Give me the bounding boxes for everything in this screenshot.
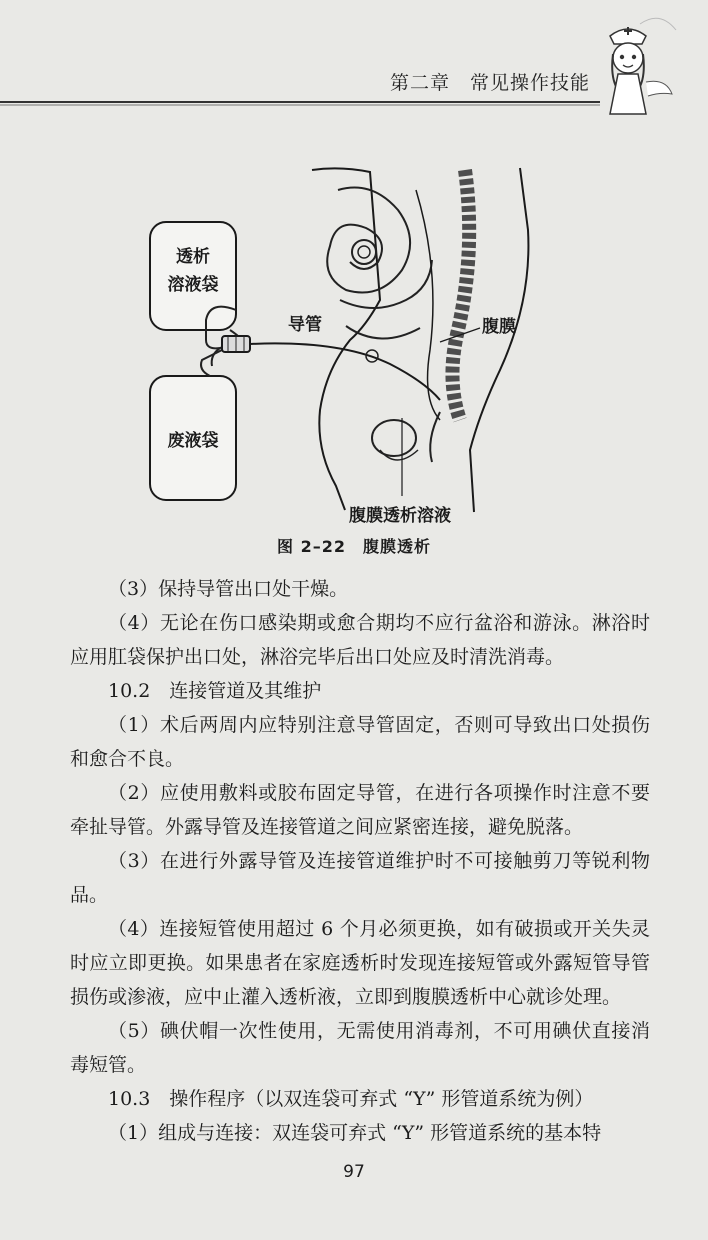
section-heading-10-2: 10.2 连接管道及其维护 (108, 680, 322, 702)
paragraph-10-2-3: （3）在进行外露导管及连接管道维护时不可接触剪刀等锐利物品。 (70, 850, 650, 906)
paragraph-4: （4）无论在伤口感染期或愈合期均不应行盆浴和游泳。淋浴时应用肛袋保护出口处，淋浴完毕后出口处应及时清洗消毒。 (70, 612, 650, 668)
catheter-label: 导管 (288, 315, 322, 335)
dialysate-solution-label: 腹膜透析溶液 (349, 506, 451, 526)
figure-caption: 图 2–22 腹膜透析 (277, 537, 431, 556)
paragraph-10-2-1: （1）术后两周内应特别注意导管固定，否则可导致出口处损伤和愈合不良。 (70, 714, 650, 770)
peritoneal-dialysis-figure (140, 150, 560, 550)
peritoneum-label: 腹膜 (482, 317, 516, 337)
dialysate-bag-label-2: 溶液袋 (167, 275, 219, 295)
paragraph-10-2-4: （4）连接短管使用超过 6 个月必须更换，如有破损或开关失灵时应立即更换。如果患者在家庭透析时发现连接短管或外露短管导管损伤或渗液，应中止灌入透析液，立即到腹膜透析中心就诊处理。 (70, 918, 650, 1008)
anatomy-diagram (140, 150, 560, 550)
paragraph-10-2-5: （5）碘伏帽一次性使用，无需使用消毒剂，不可用碘伏直接消毒短管。 (70, 1020, 650, 1076)
bladder (372, 420, 416, 456)
waste-bag-label: 废液袋 (167, 431, 219, 451)
dialysate-bag-label-1: 透析 (176, 247, 210, 267)
spine (452, 170, 469, 420)
peritoneum-membrane (416, 190, 440, 420)
paragraph-3: （3）保持导管出口处干燥。 (108, 578, 349, 600)
paragraph-10-2-2: （2）应使用敷料或胶布固定导管，在进行各项操作时注意不要牵扯导管。外露导管及连接管道之间应紧密连接，避免脱落。 (70, 782, 650, 838)
page-header (0, 0, 708, 140)
paragraph-10-3-1: （1）组成与连接：双连袋可弃式 “Y” 形管道系统的基本特 (108, 1122, 602, 1144)
nurse-cartoon-icon (0, 0, 708, 140)
body-outline (312, 168, 380, 510)
header-rule (0, 100, 708, 106)
page-number: 97 (343, 1162, 365, 1182)
body-text (70, 572, 650, 1150)
catheter-line (250, 343, 440, 400)
section-heading-10-3: 10.3 操作程序（以双连袋可弃式 “Y” 形管道系统为例） (108, 1088, 594, 1110)
chapter-title: 第二章 常见操作技能 (389, 72, 590, 94)
